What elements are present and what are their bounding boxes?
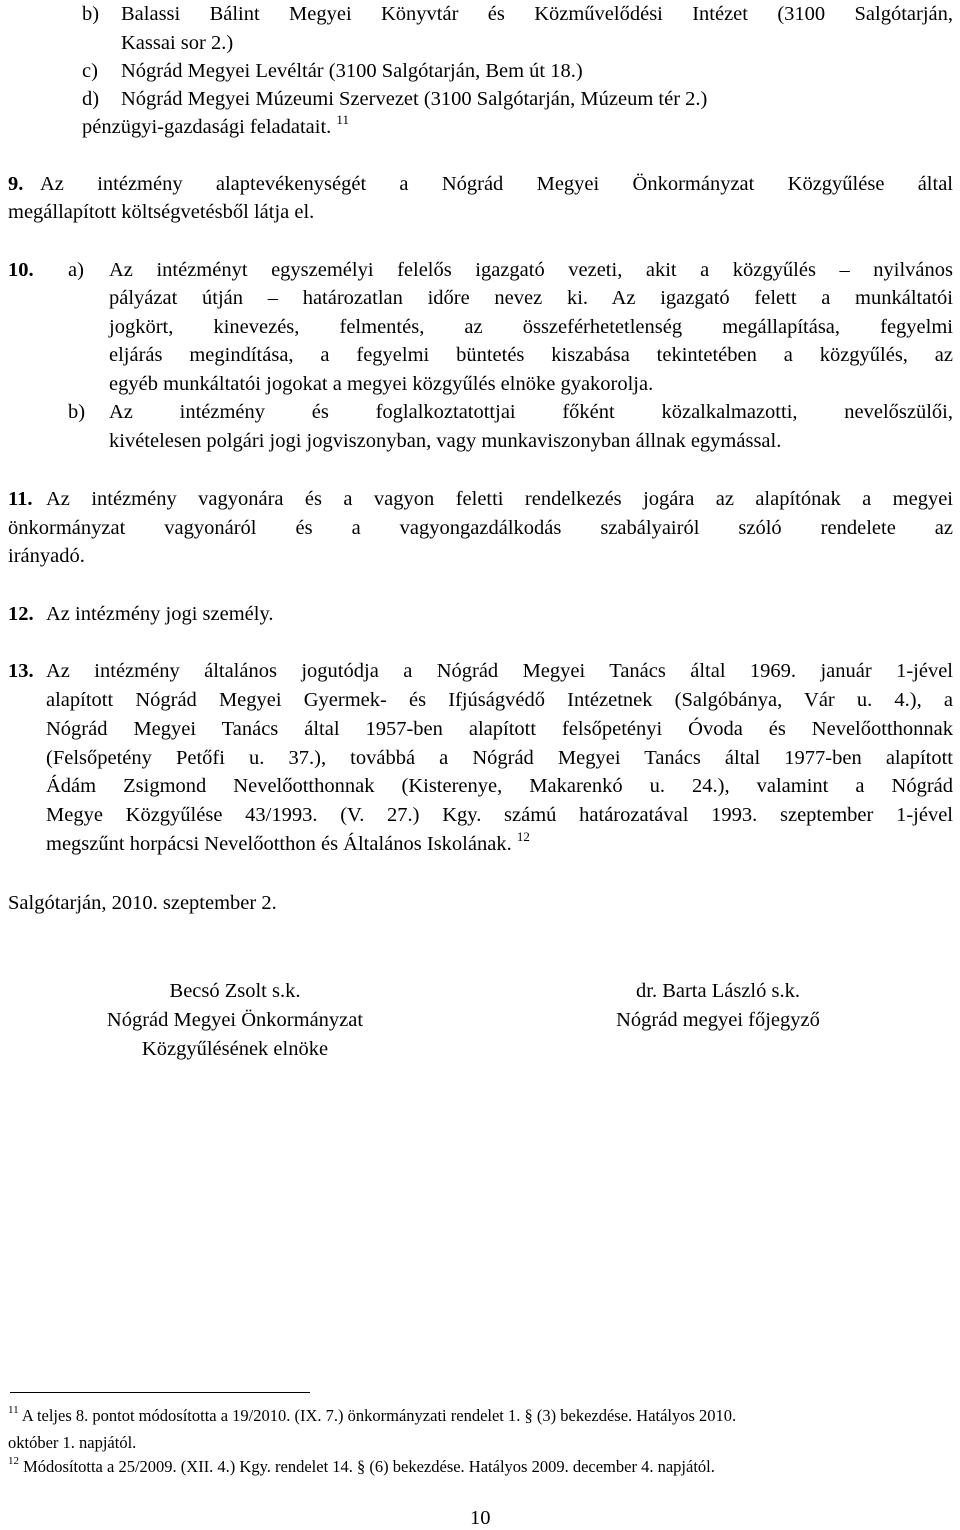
section-13-line6: Megye Közgyűlése 43/1993. (V. 27.) Kgy. számú határozatával 1993. szeptember 1-jével [46, 804, 953, 826]
section-number-9: 9. [8, 173, 24, 195]
list-item-d: Nógrád Megyei Múzeumi Szervezet (3100 Salgótarján, Múzeum tér 2.) [121, 88, 708, 110]
footnote-12-text: Módosította a 25/2009. (XII. 4.) Kgy. rendelet 14. § (6) bekezdése. Hatályos 2009. december 4. napjától. [23, 1457, 715, 1476]
footnote-separator [10, 1392, 310, 1393]
signature-left-title1: Nógrád Megyei Önkormányzat [106, 1009, 364, 1031]
section-10-a-line1: Az intézményt egyszemélyi felelős igazgató vezeti, akit a közgyűlés – nyilvános [109, 259, 953, 281]
list-tail-text: pénzügyi-gazdasági feladatait. [82, 116, 332, 138]
list-label-b: b) [82, 3, 100, 25]
signature-left-title2: Közgyűlésének elnöke [141, 1038, 329, 1060]
footnote-ref-11: 11 [336, 112, 349, 127]
footnote-11-text: A teljes 8. pontot módosította a 19/2010. (IX. 7.) önkormányzati rendelet 1. § (3) bekezdése. Hatályos 2010. [21, 1406, 737, 1425]
list-item-c: Nógrád Megyei Levéltár (3100 Salgótarján, Bem út 18.) [121, 60, 583, 82]
place-date: Salgótarján, 2010. szeptember 2. [8, 892, 277, 914]
section-10-a-line2: pályázat útján – határozatlan időre nevez ki. Az igazgató felett a munkáltatói [109, 287, 953, 309]
signature-left-name: Becsó Zsolt s.k. [169, 980, 301, 1002]
footnote-12 [8, 1455, 715, 1476]
section-10-b-line1: Az intézmény és foglalkoztatottjai főként közalkalmazotti, nevelőszülői, [109, 401, 953, 423]
list-item-b-line2: Kassai sor 2.) [121, 32, 234, 54]
signature-right [543, 981, 893, 1039]
list-tail [82, 112, 349, 138]
section-13-line1: Az intézmény általános jogutódja a Nógrád Megyei Tanács által 1969. január 1-jével [46, 660, 953, 682]
footnote-12-number: 12 [8, 1455, 19, 1467]
section-10-b-line2: kivételesen polgári jogi jogviszonyban, vagy munkaviszonyban állnak egymással. [109, 430, 782, 452]
section-13-line3: Nógrád Megyei Tanács által 1957-ben alapított felsőpetényi Óvoda és Nevelőotthonnak [46, 718, 953, 740]
footnote-11-number: 11 [8, 1404, 19, 1416]
section-number-12: 12. [8, 603, 34, 625]
section-10-label-b: b) [68, 401, 86, 423]
section-9-line2: megállapított költségvetésből látja el. [8, 201, 315, 223]
section-10-a-line3: jogkört, kinevezés, felmentés, az összeférhetetlenség megállapítása, fegyelmi [109, 316, 953, 338]
section-11-line1: Az intézmény vagyonára és a vagyon feletti rendelkezés jogára az alapítónak a megyei [46, 488, 953, 510]
section-10-a-line4: eljárás megindítása, a fegyelmi büntetés kiszabása tekintetében a közgyűlés, az [109, 344, 953, 366]
section-number-13: 13. [8, 660, 34, 682]
section-13-line2: alapított Nógrád Megyei Gyermek- és Ifjúságvédő Intézetnek (Salgóbánya, Vár u. 4.), a [46, 689, 953, 711]
signature-right-title: Nógrád megyei főjegyző [616, 1009, 820, 1031]
section-11-line3: irányadó. [8, 545, 85, 567]
section-13-line7-text: megszűnt horpácsi Nevelőotthon és Általános Iskolának. [46, 833, 512, 855]
list-item-b-line1: Balassi Bálint Megyei Könyvtár és Közművelődési Intézet (3100 Salgótarján, [121, 3, 953, 25]
signature-left [60, 981, 410, 1068]
section-9-line1: Az intézmény alaptevékenységét a Nógrád Megyei Önkormányzat Közgyűlése által [40, 173, 953, 195]
section-10-label-a: a) [68, 259, 84, 281]
footnote-11-line1 [8, 1404, 737, 1425]
page-number: 10 [470, 1507, 491, 1529]
section-number-10: 10. [8, 259, 34, 281]
signature-right-name: dr. Barta László s.k. [636, 980, 800, 1002]
footnote-ref-12: 12 [516, 829, 530, 844]
section-13-line4: (Felsőpetény Petőfi u. 37.), továbbá a Nógrád Megyei Tanács által 1977-ben alapított [46, 747, 953, 769]
section-number-11: 11. [8, 488, 33, 510]
section-10-a-line5: egyéb munkáltatói jogokat a megyei közgyűlés elnöke gyakorolja. [109, 373, 654, 395]
list-label-c: c) [82, 60, 98, 82]
list-label-d: d) [82, 88, 100, 110]
section-11-line2: önkormányzat vagyonáról és a vagyongazdálkodás szabályairól szóló rendelete az [8, 517, 953, 539]
section-13-line5: Ádám Zsigmond Nevelőotthonnak (Kisterenye, Makarenkó u. 24.), valamint a Nógrád [46, 775, 953, 797]
section-13-line7 [46, 829, 530, 855]
footnote-11-line2: október 1. napjától. [8, 1433, 137, 1452]
section-12-text: Az intézmény jogi személy. [46, 603, 274, 625]
